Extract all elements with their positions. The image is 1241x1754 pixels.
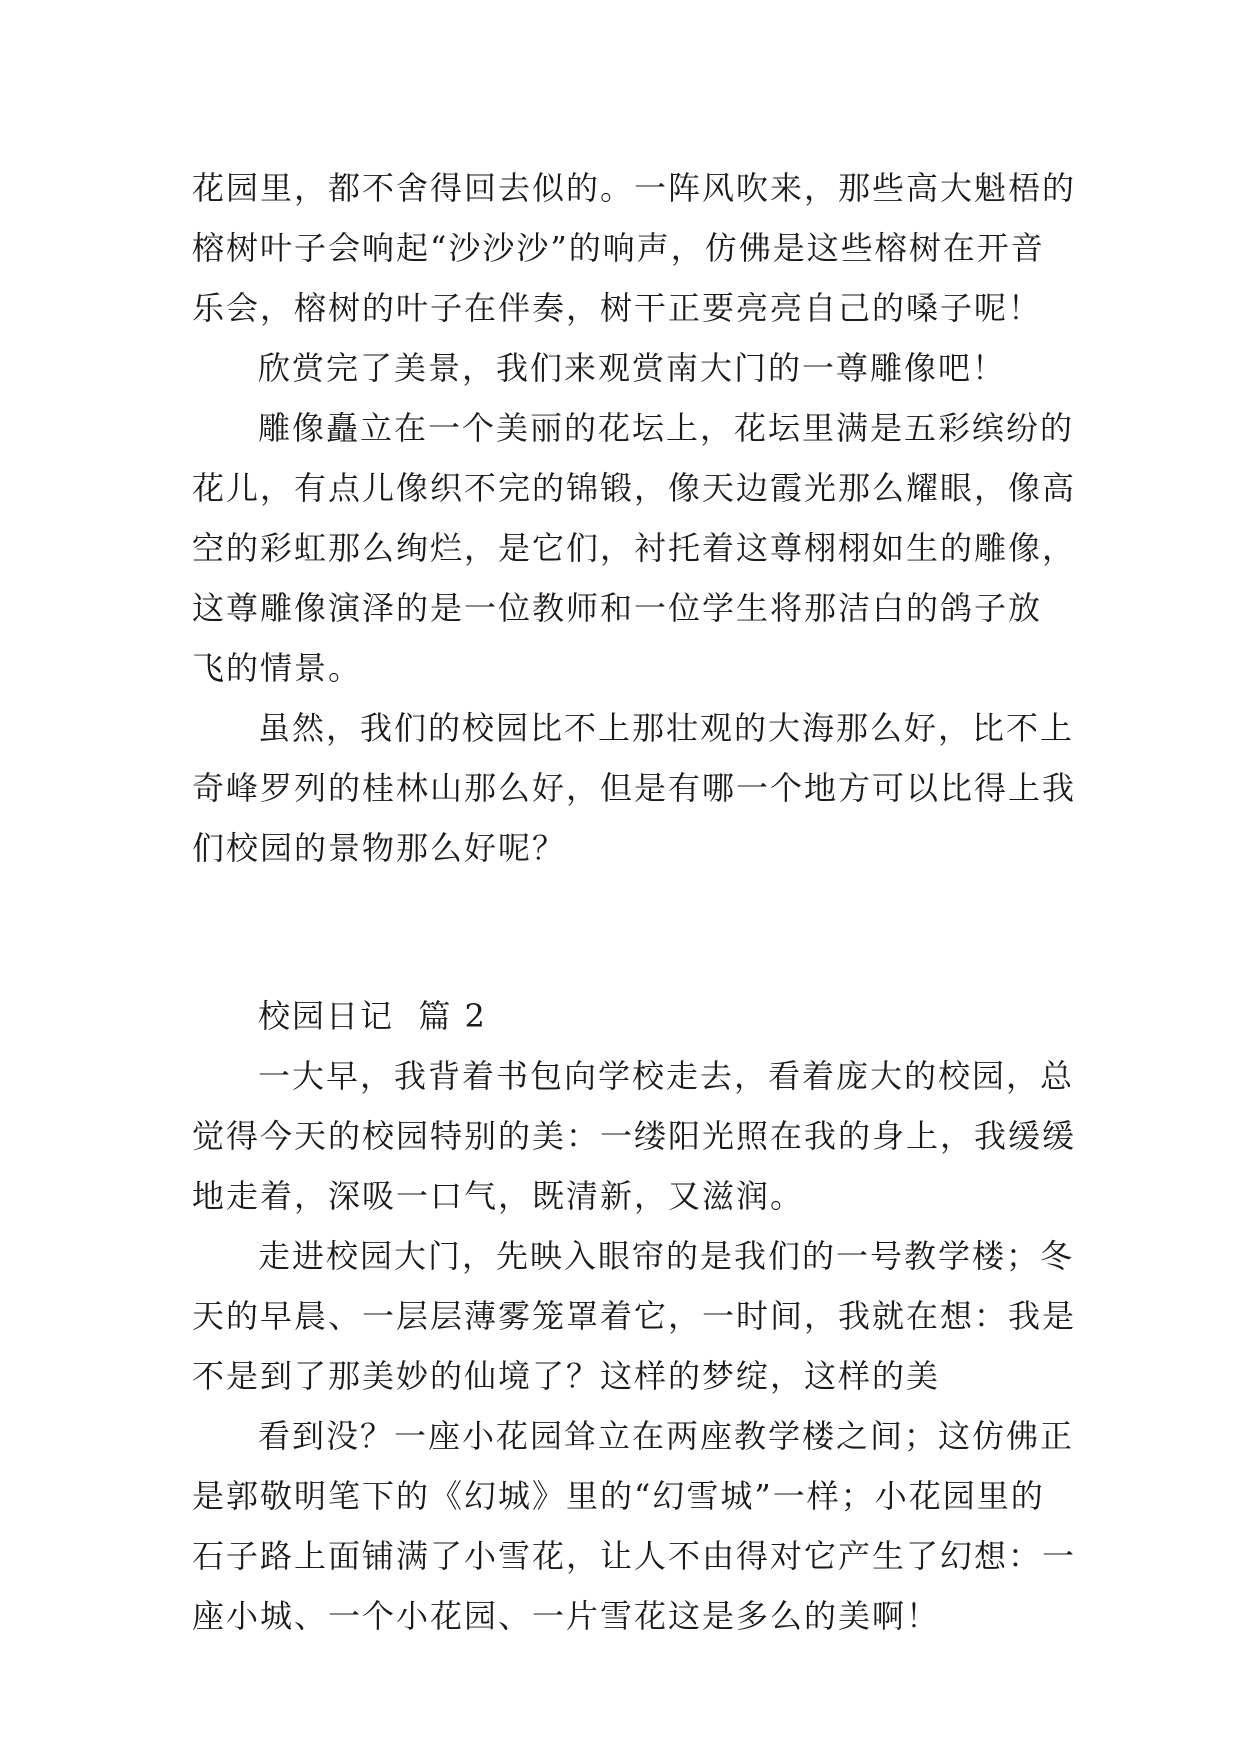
text-line: 飞的情景。 bbox=[192, 649, 363, 687]
text-line: 雕像矗立在一个美丽的花坛上，花坛里满是五彩缤纷的 bbox=[258, 409, 1075, 447]
text-line: 石子路上面铺满了小雪花，让人不由得对它产生了幻想：一 bbox=[192, 1537, 1077, 1575]
text-line: 们校园的景物那么好呢？ bbox=[192, 829, 567, 867]
section-spacer bbox=[192, 878, 1072, 986]
paragraph bbox=[192, 338, 1072, 398]
text-line: 是郭敬明笔下的《幻城》里的“幻雪城”一样；小花园里的 bbox=[192, 1477, 1045, 1515]
text-line: 虽然，我们的校园比不上那壮观的大海那么好，比不上 bbox=[258, 709, 1075, 747]
text-line: 觉得今天的校园特别的美：一缕阳光照在我的身上，我缓缓 bbox=[192, 1117, 1077, 1155]
text-line: 这尊雕像演泽的是一位教师和一位学生将那洁白的鸽子放 bbox=[192, 589, 1043, 627]
text-line: 天的早晨、一层层薄雾笼罩着它，一时间，我就在想：我是 bbox=[192, 1297, 1077, 1335]
text-line: 地走着，深吸一口气，既清新，又滋润。 bbox=[192, 1177, 805, 1215]
text-line: 座小城、一个小花园、一片雪花这是多么的美啊！ bbox=[192, 1597, 941, 1635]
text-line: 空的彩虹那么绚烂，是它们，衬托着这尊栩栩如生的雕像， bbox=[192, 529, 1077, 567]
paragraph bbox=[192, 1406, 1077, 1646]
text-line: 不是到了那美妙的仙境了？这样的梦绽，这样的美 bbox=[192, 1357, 941, 1395]
text-line: 一大早，我背着书包向学校走去，看着庞大的校园，总 bbox=[258, 1057, 1075, 1095]
paragraph bbox=[192, 698, 1077, 878]
text-line: 走进校园大门，先映入眼帘的是我们的一号教学楼；冬 bbox=[258, 1237, 1075, 1275]
section-heading: 校园日记 篇 2 bbox=[258, 997, 487, 1035]
text-line: 乐会，榕树的叶子在伴奏，树干正要亮亮自己的嗓子呢！ bbox=[192, 289, 1043, 327]
paragraph bbox=[192, 1226, 1077, 1406]
text-line: 花园里，都不舍得回去似的。一阵风吹来，那些高大魁梧的 bbox=[192, 169, 1077, 207]
paragraph bbox=[192, 158, 1077, 338]
text-line: 榕树叶子会响起“沙沙沙”的响声，仿佛是这些榕树在开音 bbox=[192, 229, 1045, 267]
document-body bbox=[192, 158, 1077, 1646]
text-line: 欣赏完了美景，我们来观赏南大门的一尊雕像吧！ bbox=[258, 349, 1007, 387]
paragraph bbox=[192, 398, 1077, 698]
text-line: 看到没？一座小花园耸立在两座教学楼之间；这仿佛正 bbox=[258, 1417, 1075, 1455]
text-line: 花儿，有点儿像织不完的锦锻，像天边霞光那么耀眼，像高 bbox=[192, 469, 1077, 507]
text-line: 奇峰罗列的桂林山那么好，但是有哪一个地方可以比得上我 bbox=[192, 769, 1077, 807]
paragraph bbox=[192, 1046, 1077, 1226]
